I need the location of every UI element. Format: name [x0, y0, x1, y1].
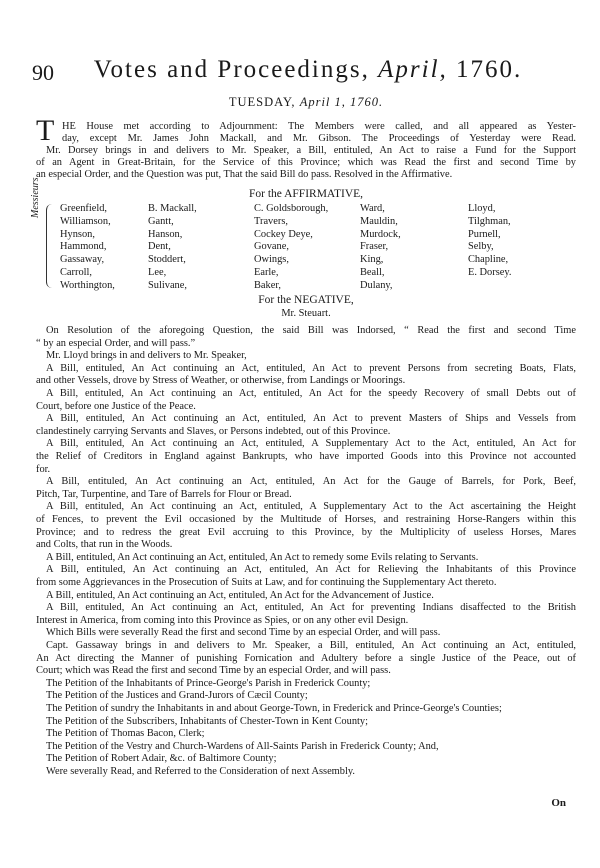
text-line: A Bill, entituled, An Act continuing an Act, entituled, An Act to remedy some Evils relating to Servants. — [46, 551, 479, 563]
text-line: for. — [36, 463, 51, 475]
text-line: The Petition of Robert Adair, &c. of Baltimore County; — [46, 753, 277, 765]
text-line: “ by an especial Order, and will pass.” — [36, 337, 196, 349]
member-name: Travers, — [254, 215, 288, 227]
text-line: clandestinely carrying Servants and Slaves, or Persons indebted, out of this Province. — [36, 425, 391, 437]
vote-column-5 — [468, 203, 511, 280]
text-line: Province; and to redress the great Evil accruing to this Province, by the Multiplicity of useless Horses, Mares — [36, 526, 576, 538]
text-line: The Petition of the Vestry and Church-Wardens of All-Saints Parish in Frederick County; And, — [46, 740, 439, 752]
text-line: The Petition of the Justices and Grand-Jurors of Cæcil County; — [46, 690, 308, 702]
text-line: of Fences, to prevent the Evil occasioned by the Multitude of Horses, and restraining Horse-Rangers within this — [36, 514, 576, 525]
messengers-label: Messieurs — [30, 177, 41, 218]
text-line: A Bill, entituled, An Act continuing an Act, entituled, A Supplementary Act to the Act ascertaining the Height — [46, 501, 576, 513]
member-name: Beall, — [360, 266, 385, 278]
text-line: The Petition of Thomas Bacon, Clerk; — [46, 728, 205, 740]
text-line: Interest in America, from coming into this Province as Spies, or on any other evil Design. — [36, 614, 409, 626]
text-line: Were severally Read, and Referred to the Consideration of next Assembly. — [46, 766, 355, 777]
member-name: E. Dorsey. — [468, 266, 512, 278]
text-line: Court, before one Justice of the Peace. — [36, 400, 196, 412]
member-name: Dulany, — [360, 279, 393, 291]
member-name: Govane, — [254, 241, 289, 253]
text-line: A Bill, entituled, An Act continuing an Act, entituled, An Act for the speedy Recovery of small Debts out of — [46, 388, 576, 399]
text-line: the Relief of Creditors in England against Bankrupts, who have imported Goods into this Province not accounted — [36, 451, 576, 462]
member-name: Sulivane, — [148, 279, 187, 291]
running-title — [28, 56, 588, 84]
text-line: from some Aggrievances in the Prosecution of Suits at Law, and for continuing the Supplementary Act thereto. — [36, 577, 497, 588]
member-name: Earle, — [254, 266, 279, 278]
member-name: C. Goldsborough, — [254, 203, 329, 214]
date-heading — [36, 96, 576, 109]
member-name: Dent, — [148, 241, 171, 253]
member-name: Stoddert, — [148, 254, 186, 266]
text-line: A Bill, entituled, An Act continuing an Act, entituled, An Act to prevent Persons from secreting Boats, Flats, — [46, 362, 576, 374]
opening-line-4: of an Agent in Great-Britain, for the Service of this Province; which was Read the first and second Time by — [36, 157, 576, 168]
drop-cap: T — [36, 114, 55, 147]
vote-column-1 — [60, 203, 115, 293]
text-line: Capt. Gassaway brings in and delivers to Mr. Speaker, a Bill, entituled, An Act continuing an Act, entituled, — [46, 640, 576, 651]
member-name: Lloyd, — [468, 203, 496, 214]
text-line: A Bill, entituled, An Act continuing an Act, entituled, A Supplementary Act to the Act, entituled, An Act for — [46, 438, 576, 450]
opening-line-5: an especial Order, and the Question was put, That the said Bill do pass. Resolved in the Affirmative. — [36, 169, 453, 180]
member-name: Purnell, — [468, 228, 501, 240]
opening-line-2: day, except Mr. James John Mackall, and Mr. Gibson. The Proceedings of Yesterday were Read. — [62, 133, 576, 144]
date-heading-date: April 1, 1760. — [299, 95, 384, 109]
member-name: Murdock, — [360, 228, 401, 240]
text-line: The Petition of the Inhabitants of Prince-George's Parish in Frederick County; — [46, 677, 371, 689]
member-name: Williamson, — [60, 215, 111, 227]
text-line: Court; which was Read the first and second Time by an especial Order, and will pass. — [36, 665, 391, 677]
text-line: A Bill, entituled, An Act continuing an Act, entituled, An Act for Relieving the Inhabitants of this Province — [46, 564, 576, 576]
member-name: Greenfield, — [60, 203, 108, 214]
text-line: The Petition of the Subscribers, Inhabitants of Chester-Town in Kent County; — [46, 715, 368, 727]
running-header — [28, 56, 588, 90]
affirmative-heading: For the AFFIRMATIVE, — [248, 188, 364, 200]
member-name: Gassaway, — [60, 254, 105, 266]
names-brace — [46, 204, 57, 288]
member-name: Gantt, — [148, 215, 174, 227]
member-name: King, — [360, 254, 384, 266]
running-title-year: 1760. — [456, 56, 523, 83]
member-name: Lee, — [148, 266, 167, 278]
text-line: A Bill, entituled, An Act continuing an Act, entituled, An Act for the Advancement of Justice. — [46, 589, 434, 601]
negative-member: Mr. Steuart. — [281, 308, 331, 319]
text-line: Which Bills were severally Read the first and second Time by an especial Order, and will pass. — [46, 627, 441, 639]
page-number: 90 — [32, 60, 54, 85]
member-name: Baker, — [254, 279, 281, 291]
vote-column-4 — [360, 203, 401, 293]
member-name: B. Mackall, — [148, 203, 197, 214]
text-line: The Petition of sundry the Inhabitants in and about George-Town, in Frederick and Prince-George's Counties; — [46, 703, 502, 714]
member-name: Worthington, — [60, 279, 115, 291]
running-title-main: Votes and Proceedings, — [93, 56, 370, 83]
member-name: Mauldin, — [360, 215, 398, 227]
date-heading-day: TUESDAY, — [228, 95, 296, 109]
member-name: Ward, — [360, 203, 385, 214]
member-name: Hammond, — [60, 241, 107, 253]
member-name: Fraser, — [360, 241, 389, 253]
text-line: A Bill, entituled, An Act continuing an Act, entituled, An Act for preventing Indians disaffected to the British — [46, 602, 576, 614]
catchword: On — [551, 797, 566, 809]
text-line: Pitch, Tar, Turpentine, and Tare of Barrels for Flour or Bread. — [36, 488, 292, 500]
member-name: Selby, — [468, 241, 494, 253]
text-line: and Colts, that run in the Woods. — [36, 539, 173, 551]
opening-line-1: HE House met according to Adjournment: The Members were called, and all appeared as Yester- — [62, 121, 576, 132]
text-line: On Resolution of the aforegoing Question, the said Bill was Indorsed, “ Read the first and second Time — [46, 325, 576, 336]
member-name: Chapline, — [468, 254, 509, 266]
running-title-month: April, — [378, 56, 448, 83]
member-name: Carroll, — [60, 266, 93, 278]
member-name: Cockey Deye, — [254, 228, 313, 240]
text-line: Mr. Lloyd brings in and delivers to Mr. Speaker, — [46, 350, 247, 362]
member-name: Hynson, — [60, 228, 95, 240]
negative-heading: For the NEGATIVE, — [258, 294, 354, 306]
member-name: Hanson, — [148, 228, 183, 240]
opening-line-3: Mr. Dorsey brings in and delivers to Mr. Speaker, a Bill, entituled, An Act to raise a Fund for the Support — [46, 145, 576, 156]
member-name: Tilghman, — [468, 215, 511, 227]
text-line: An Act directing the Manner of punishing Fornication and Adultery before a single Justice of the Peace, out of — [36, 652, 576, 664]
member-name: Owings, — [254, 254, 289, 266]
text-line: A Bill, entituled, An Act continuing an Act, entituled, An Act for the Gauge of Barrels, for Pork, Beef, — [46, 476, 576, 488]
vote-column-2 — [148, 203, 197, 293]
text-line: and other Vessels, drove by Stress of Weather, or otherwise, from Landings or Moorings. — [36, 375, 406, 387]
text-line: A Bill, entituled, An Act continuing an Act, entituled, An Act to prevent Masters of Ships and Vessels from — [46, 413, 576, 425]
vote-column-3 — [254, 203, 328, 293]
